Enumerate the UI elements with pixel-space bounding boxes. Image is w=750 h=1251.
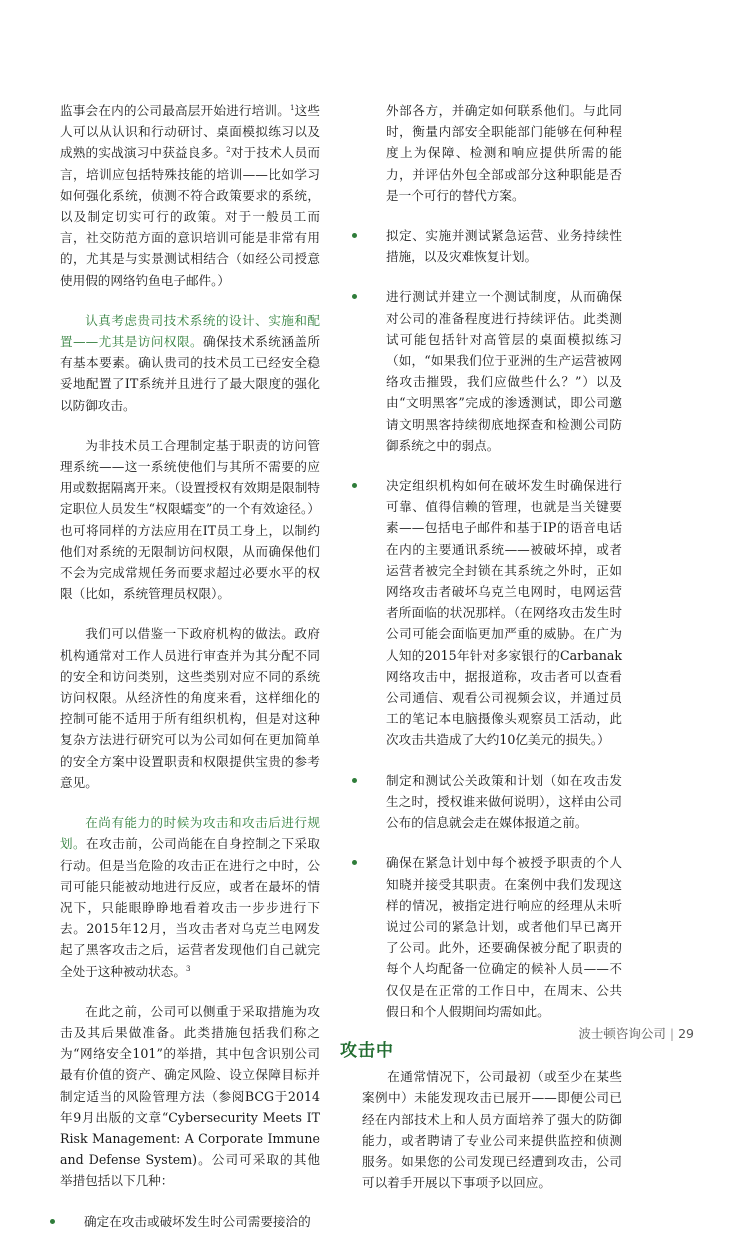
- footer-separator: |: [669, 1026, 675, 1041]
- paragraph-preparation: 在此之前，公司可以侧重于采取措施为攻击及其后果做准备。此类措施包括我们称之为“网络安全101”的举措，其中包含识别公司最有价值的资产、确定风险、设立保障目标并制定适当的风险管理方法（参阅BCG于2014年9月出版的文章“Cybersecurity Meets IT Risk Management: A Corporate Immune and Defense System)。公司可采取的其他举措包括以下几种：: [60, 1003, 320, 1189]
- list-item: 决定组织机构如何在破坏发生时确保进行可靠、值得信赖的管理，也就是当关键要素——包括电子邮件和基于IP的语音电话在内的主要通讯系统——被破坏掉，或者运营者被完全封锁在其系统之外时，正如网络攻击者破坏乌克兰电网时，电网运营者所面临的状况那样。（在网络攻击发生时公司可能会面临更加严重的威胁。在广为人知的2015年针对多家银行的Carbanak网络攻击中，据报道称，攻击者可以查看公司通信、观看公司视频会议，并通过员工的笔记本电脑摄像头观察员工活动，此次攻击共造成了大约10亿美元的损失。）: [362, 475, 622, 751]
- footnote-ref: 3: [185, 964, 191, 973]
- bullet-dot-icon: [352, 294, 357, 299]
- page-footer: [578, 1024, 694, 1042]
- bullet-dot-icon: [352, 233, 357, 238]
- bullet-list: [362, 100, 622, 1022]
- footnote-ref: 1: [289, 103, 295, 112]
- right-column: [340, 100, 622, 1212]
- paragraph-access-management: 为非技术员工合理制定基于职责的访问管理系统——这一系统使他们与其所不需要的应用或数据隔离开来。（设置授权有效期是限制特定职位人员发生“权限蠕变”的一个有效途径。）也可将同样的方法应用在IT员工身上，以制约他们对系统的无限制访问权限，从而确保他们不会为完成常规任务而要求超过必要水平的权限（比如，系统管理员权限）。: [60, 437, 320, 602]
- bullet-dot-icon: [352, 483, 357, 488]
- paragraph-system-design: 认真考虑贵司技术系统的设计、实施和配置——尤其是访问权限。确保技术系统涵盖所有基本要素。确认贵司的技术员工已经安全稳妥地配置了IT系统并且进行了最大限度的强化以防御攻击。: [60, 312, 321, 413]
- left-column: [60, 100, 320, 1251]
- highlight-heading: 认真考虑贵司技术系统的设计、实施和配置——尤其是访问权限。: [60, 312, 320, 350]
- paragraph-during-attack: 在通常情况下，公司最初（或至少在某些案例中）未能发现攻击已展开——即便公司已经在内部技术上和人员方面培养了强大的防御能力，或者聘请了专业公司来提供监控和侦测服务。如果您的公司发现已经遭到攻击，公司可以着手开展以下事项予以回应。: [362, 1069, 622, 1191]
- list-item: 制定和测试公关政策和计划（如在攻击发生之时，授权谁来做何说明），这样由公司公布的信息就会走在媒体报道之前。: [362, 770, 622, 834]
- bullet-dot-icon: [50, 1219, 55, 1224]
- list-item: 确定在攻击或破坏发生时公司需要接洽的: [60, 1211, 320, 1232]
- list-item-continued: 外部各方，并确定如何联系他们。与此同时，衡量内部安全职能部门能够在何种程度上为保障、检测和响应提供所需的能力，并评估外包全部或部分这种职能是否是一个可行的替代方案。: [386, 103, 622, 203]
- section-heading: 攻击中: [340, 1040, 394, 1061]
- list-item: 拟定、实施并测试紧急运营、业务持续性措施，以及灾难恢复计划。: [362, 225, 622, 267]
- paragraph-government: 我们可以借鉴一下政府机构的做法。政府机构通常对工作人员进行审查并为其分配不同的安全和访问类别，这些类别对应不同的系统访问权限。从经济性的角度来看，这样细化的控制可能不适用于所有组织机构，但是对这种复杂方法进行研究可以为公司如何在更加简单的安全方案中设置职责和权限提供宝贵的参考意见。: [60, 626, 320, 790]
- paragraph-planning: 在尚有能力的时候为攻击和攻击后进行规划。在攻击前，公司尚能在自身控制之下采取行动。但是当危险的攻击正在进行之中时，公司可能只能被动地进行反应，或者在最坏的情况下，只能眼睁睁地看着攻击一步步进行下去。2015年12月，当攻击者对乌克兰电网发起了黑客攻击之后，运营者发现他们自己就完全处于这种被动状态。$^3$: [60, 815, 321, 979]
- bullet-list: [60, 1211, 320, 1232]
- list-item: 确保在紧急计划中每个被授予职责的个人知晓并接受其职责。在案例中我们发现这样的情况，被指定进行响应的经理从未听说过公司的紧急计划，或者他们早已离开了公司。此外，还要确保被分配了职责的每个人均配备一位确定的候补人员——不仅仅是在正常的工作日中，在周末、公共假日和个人假期间均需如此。: [362, 852, 622, 1022]
- list-item: 进行测试并建立一个测试制度，从而确保对公司的准备程度进行持续评估。此类测试可能包括针对高管层的桌面模拟练习（如，“如果我们位于亚洲的生产运营被网络攻击摧毁，我们应做些什么？”）以及由“文明黑客”完成的渗透测试，即公司邀请文明黑客持续彻底地探查和检测公司防御系统之中的弱点。: [362, 286, 622, 456]
- bullet-dot-icon: [352, 860, 357, 865]
- bullet-dot-icon: [352, 778, 357, 783]
- footer-company: 波士顿咨询公司: [578, 1026, 666, 1041]
- paragraph-training: 监事会在内的公司最高层开始进行培训。$^1$这些人可以从认识和行动研讨、桌面模拟练习以及成熟的实战演习中获益良多。$^2$对于技术人员而言，培训应包括特殊技能的培训——比如学习如何强化系统，侦测不符合政策要求的系统，以及制定切实可行的政策。对于一般员工而言，社交防范方面的意识培训可能是非常有用的，尤其是与实景测试相结合（如经公司授意使用假的网络钓鱼电子邮件。）: [60, 103, 321, 288]
- page-number: 29: [678, 1026, 694, 1041]
- highlight-heading: 在尚有能力的时候为攻击和攻击后进行规划。: [60, 815, 320, 852]
- footnote-ref: 2: [226, 146, 231, 155]
